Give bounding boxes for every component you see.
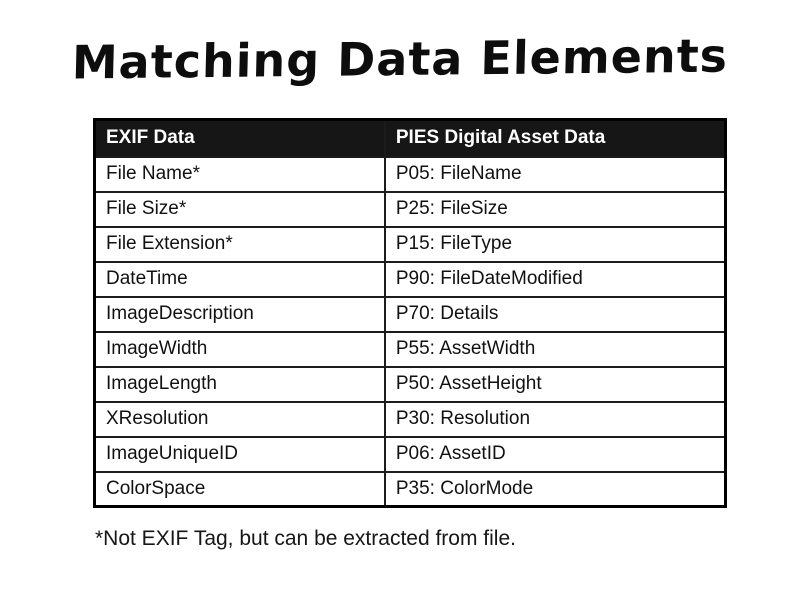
pies-cell: P90: FileDateModified — [385, 262, 726, 297]
exif-cell: ColorSpace — [95, 472, 385, 507]
exif-cell: ImageLength — [95, 367, 385, 402]
exif-cell: File Extension* — [95, 227, 385, 262]
pies-cell: P06: AssetID — [385, 437, 726, 472]
table-row — [95, 437, 726, 472]
pies-cell: P35: ColorMode — [385, 472, 726, 507]
pies-cell: P50: AssetHeight — [385, 367, 726, 402]
header-exif-data: EXIF Data — [95, 120, 385, 157]
table-body — [95, 157, 726, 507]
pies-cell: P55: AssetWidth — [385, 332, 726, 367]
pies-cell: P05: FileName — [385, 157, 726, 192]
table-row — [95, 402, 726, 437]
table-row — [95, 227, 726, 262]
table-row — [95, 332, 726, 367]
table-row — [95, 472, 726, 507]
table-header — [95, 120, 726, 157]
exif-cell: ImageWidth — [95, 332, 385, 367]
header-row — [95, 120, 726, 157]
exif-cell: ImageDescription — [95, 297, 385, 332]
exif-cell: File Size* — [95, 192, 385, 227]
pies-cell: P15: FileType — [385, 227, 726, 262]
exif-cell: DateTime — [95, 262, 385, 297]
exif-cell: XResolution — [95, 402, 385, 437]
page-title: Matching Data Elements — [71, 28, 729, 90]
table-row — [95, 157, 726, 192]
table-row — [95, 192, 726, 227]
footnote: *Not EXIF Tag, but can be extracted from file. — [95, 527, 516, 550]
table-row — [95, 367, 726, 402]
table-row — [95, 297, 726, 332]
exif-cell: ImageUniqueID — [95, 437, 385, 472]
exif-cell: File Name* — [95, 157, 385, 192]
data-mapping-table — [93, 118, 727, 508]
pies-cell: P30: Resolution — [385, 402, 726, 437]
table-row — [95, 262, 726, 297]
header-pies-data: PIES Digital Asset Data — [385, 120, 726, 157]
pies-cell: P70: Details — [385, 297, 726, 332]
pies-cell: P25: FileSize — [385, 192, 726, 227]
